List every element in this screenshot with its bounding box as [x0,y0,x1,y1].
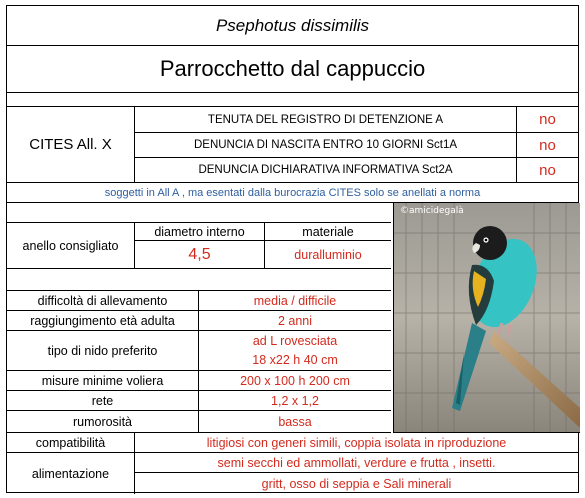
photo-watermark: ©amicidegalà [400,206,464,216]
food-label: alimentazione [31,466,110,481]
food-line-2: gritt, osso di seppia e Sali minerali [261,476,452,491]
common-name: Parrocchetto dal cappuccio [159,56,426,81]
detail-row-breeding-difficulty [7,291,391,311]
detail-label: raggiungimento età adulta [30,313,175,328]
detail-value: 1,2 x 1,2 [271,393,319,408]
parrot-illustration [394,203,580,433]
cites-row-2-value: no [539,136,556,154]
detail-value: ad L rovesciata [252,333,338,348]
latin-name-row [7,6,578,46]
common-name-row [7,46,578,93]
material-value: duralluminio [294,247,362,262]
compat-value: litigiosi con generi simili, coppia isolata in riproduzione [206,435,507,450]
spacer-row-2 [7,203,391,223]
spacer-row [7,93,578,107]
food-line-1: semi secchi ed ammollati, verdure e frutta , insetti. [217,455,496,470]
detail-label: rete [91,393,114,408]
ring-block [7,223,391,269]
spacer-row-3 [7,269,391,291]
detail-value: 2 anni [277,313,313,328]
compat-label: compatibilità [35,435,106,450]
cites-row-3-text: DENUNCIA DICHIARATIVA INFORMATIVA Sct2A [198,164,453,176]
detail-row-aviary-size [7,371,391,391]
cites-row-2-text: DENUNCIA DI NASCITA ENTRO 10 GIORNI Sct1A [193,139,458,151]
cites-row-3-value: no [539,161,556,179]
cites-row-1-text: TENUTA DEL REGISTRO DI DETENZIONE A [207,113,444,126]
detail-row-noise [7,411,391,433]
latin-name: Psephotus dissimilis [215,15,370,35]
species-sheet [6,5,579,493]
detail-value: bassa [278,414,312,429]
detail-value-2: 18 x22 h 40 cm [252,352,338,367]
detail-label: rumorosità [72,414,133,429]
bird-photo [393,203,580,433]
detail-row-nest-type [7,331,391,371]
detail-row-adult-age [7,311,391,331]
detail-label: tipo di nido preferito [47,343,158,358]
material-header: materiale [302,224,354,239]
cites-note-row [7,183,578,203]
diameter-value: 4,5 [188,245,211,263]
compat-row [7,433,578,453]
detail-value: media / difficile [253,293,337,308]
cites-block [7,107,578,183]
detail-row-mesh [7,391,391,411]
detail-label: misure minime voliera [41,373,164,388]
cites-label: CITES All. X [29,136,112,153]
food-row [7,453,578,494]
diameter-header: diametro interno [154,224,245,239]
detail-label: difficoltà di allevamento [37,293,168,308]
ring-label: anello consigliato [22,238,119,253]
detail-value: 200 x 100 h 200 cm [240,373,350,388]
cites-note: soggetti in All A , ma esentati dalla burocrazia CITES solo se anellati a norma [104,186,481,199]
cites-row-1-value: no [539,111,556,128]
